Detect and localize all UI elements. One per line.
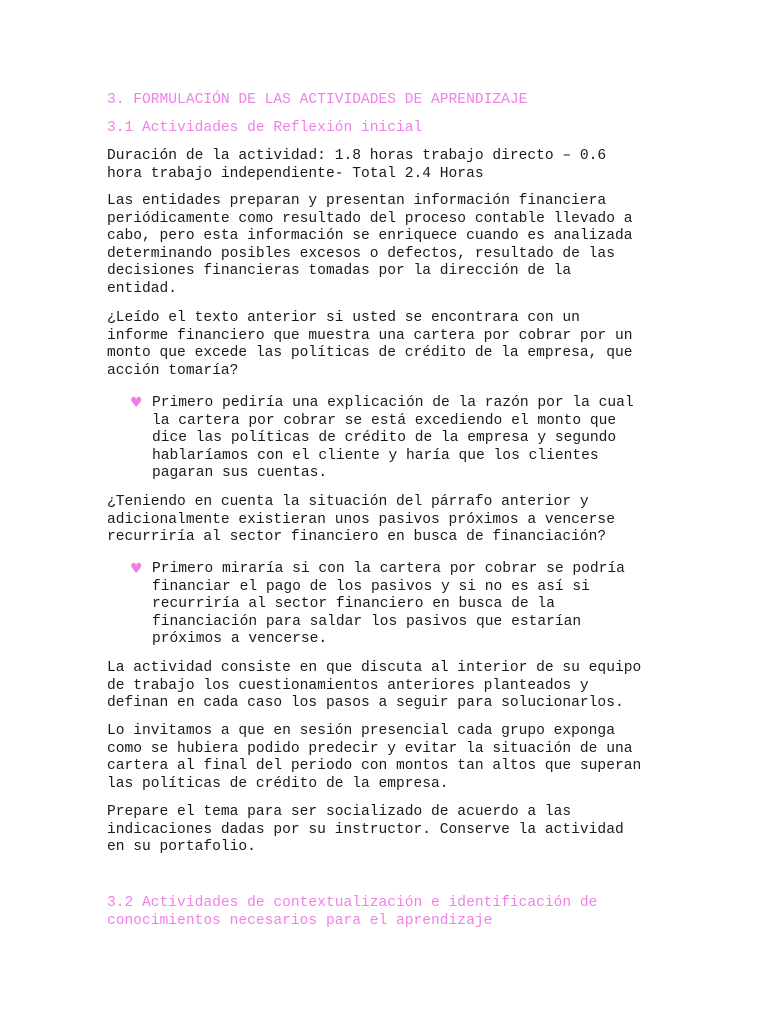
answer-1-text: Primero pediría una explicación de la razón por la cual la cartera por cobrar se está excediendo el monto que dice las políticas de crédito de la empresa y segundo hablaríamos con el cliente y haría que los clientes pagaran sus cuentas. bbox=[152, 395, 634, 481]
heart-icon: ♥ bbox=[130, 561, 143, 577]
section-3-1-heading: 3.1 Actividades de Reflexión inicial bbox=[107, 120, 423, 136]
section-3-2-heading: 3.2 Actividades de contextualización e identificación de conocimientos necesarios para el aprendizaje bbox=[107, 895, 598, 929]
activity-paragraph: La actividad consiste en que discuta al interior de su equipo de trabajo los cuestionamientos anteriores planteados y definan en cada caso los pasos a seguir para solucionarlos. bbox=[107, 660, 642, 711]
answer-2-text: Primero miraría si con la cartera por cobrar se podría financiar el pago de los pasivos y si no es así si recurriría al sector financiero en busca de la financiación para saldar los pasivos que estarían próximos a vencerse. bbox=[152, 561, 625, 647]
duration-paragraph: Duración de la actividad: 1.8 horas trabajo directo – 0.6 hora trabajo independiente- Total 2.4 Horas bbox=[107, 148, 607, 182]
question-2-paragraph: ¿Teniendo en cuenta la situación del párrafo anterior y adicionalmente existieran unos pasivos próximos a vencerse recurriría al sector financiero en busca de financiación? bbox=[107, 494, 615, 545]
main-section-heading: 3. FORMULACIÓN DE LAS ACTIVIDADES DE APRENDIZAJE bbox=[107, 92, 528, 108]
entities-paragraph: Las entidades preparan y presentan información financiera periódicamente como resultado del proceso contable llevado a cabo, pero esta información se enriquece cuando es analizada determinando posibles excesos o defectos, resultado de las decisiones financieras tomadas por la dirección de la entidad. bbox=[107, 193, 633, 297]
question-1-paragraph: ¿Leído el texto anterior si usted se encontrara con un informe financiero que muestra una cartera por cobrar por un monto que excede las políticas de crédito de la empresa, que acción tomaría? bbox=[107, 310, 633, 379]
heart-icon: ♥ bbox=[130, 395, 143, 411]
prepare-paragraph: Prepare el tema para ser socializado de acuerdo a las indicaciones dadas por su instructor. Conserve la actividad en su portafolio. bbox=[107, 804, 624, 855]
invite-paragraph: Lo invitamos a que en sesión presencial cada grupo exponga como se hubiera podido predecir y evitar la situación de una cartera al final del periodo con montos tan altos que superan las políticas de crédito de la empresa. bbox=[107, 723, 642, 792]
